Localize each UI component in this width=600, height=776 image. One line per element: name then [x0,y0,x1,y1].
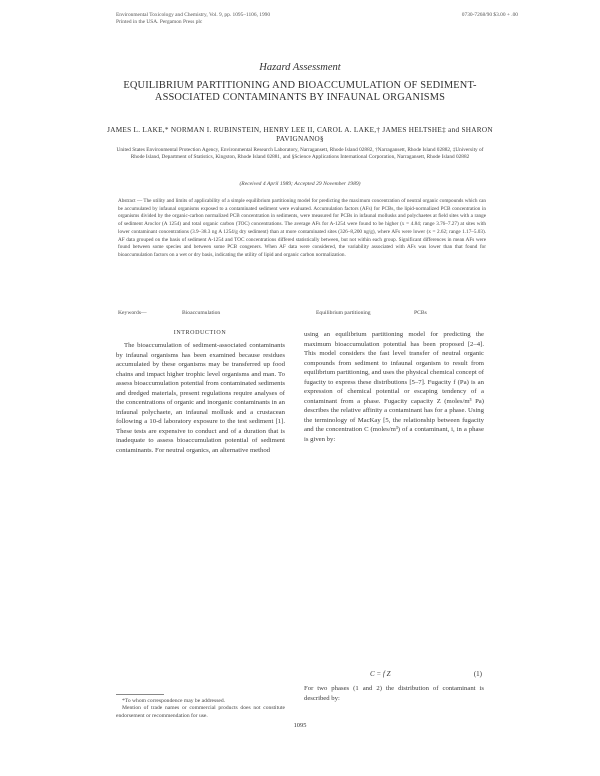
abstract-text: The utility and limits of applicability of a simple equilibrium partitioning model for predicting the maximum concentration of neutral organic compounds which can be accumulated by infaunal organisms exposed to a contaminated sediment were evaluated. Accumulation factors (AFs) for PCBs, the lipid-normalized PCB concentration in organisms divided by the organic-carbon normalized PCB concentration in sediments, were measured for PCBs in infaunal mollusks and polychaetes at field sites with a range of sediment Aroclor (A 1254) and total organic carbon (TOC) concentrations. The average AFs for A-1254 were found to be higher (x = 4.84; range 3.76–7.27) at sites with lower contaminant concentrations (3.9–38.3 ng A 1254/g dry sediment) than at more contaminated sites (326–8,200 ng/g), where AFs were lower (x = 2.62; range 1.17–5.03). AF data grouped on the basis of sediment A-1254 and TOC concentrations differed statistically between, but not within each group. Significant differences in mean AFs were found between some species and between some PCB congeners. When AF data were considered, the variability associated with AFs was lower than that found for bioaccumulation factors on a wet or dry basis, indicating the utility of lipid and organic carbon normalization. [118,198,487,258]
introduction-paragraph-right: using an equilibrium partitioning model for predicting the maximum bioaccumulation potential has been proposed [2–4]. This model considers the fast level transfer of neutral organic compounds from sediment to infaunal organism to result from equilibrium partitioning, and uses the physical chemical concept of fugacity to express these distributions [5–7]. Fugacity f (Pa) is an expression of chemical potential or escaping tendency of a contaminant from a phase. Fugacity capacity Z (moles/m³ Pa) describes the relative affinity a contaminant has for a phase. Using the terminology of MacKay [5, the relationship between fugacity and the concentration C (moles/m³) of a contaminant, i, in a phase is given by: [304,331,484,444]
footnote-rule [116,694,164,695]
introduction-paragraph-left: The bioaccumulation of sediment-associated contaminants by infaunal organisms has been examined because residues accumulated by these organisms may be transferred up food chains and impact higher trophic level organisms and man. To assess bioaccumulation potential from contaminated sediments and dredged materials, present regulations require analyses of the concentrations of organic and inorganic contaminants in an infaunal polychaete, an infaunal mollusk and a crustacean following a 10-d laboratory exposure to the test sediment [1]. These tests are expensive to conduct and of a duration that is inadequate to assess bioaccumulation potential of sediment contaminants. For neutral organics, an alternative method [116,342,285,455]
author-list: JAMES L. LAKE,* NORMAN I. RUBINSTEIN, HENRY LEE II, CAROL A. LAKE,† JAMES HELTSHE‡ and SHARON PAVIGNANO§ [107,126,493,144]
affiliations: United States Environmental Protection Agency, Environmental Research Laboratory, Narragansett, Rhode Island 02882, †Narragansett, Rhode Island 02882, ‡University of Rhode Island, Department of Statistics, Kingston, Rhode Island 02881, and §Science Applications International Corporation, Narragansett, Rhode Island 02882 [116,147,484,160]
journal-citation: Environmental Toxicology and Chemistry, Vol. 9, pp. 1095–1106, 1990 [116,12,271,18]
footnote-disclaimer: Mention of trade names or commercial products does not constitute endorsement or recommendation for use. [116,705,285,719]
keywords-label: Keywords— [118,310,147,316]
page-number: 1095 [293,722,307,729]
section-heading-introduction: INTRODUCTION [173,330,227,336]
journal-printed: Printed in the USA. Pergamon Press plc [116,19,203,25]
journal-header [116,12,270,26]
keyword: Bioaccumulation [182,310,221,316]
equation-body: C = f Z [370,670,391,678]
abstract-label: Abstract — [118,198,143,204]
equation-1 [304,670,484,680]
paper-title: EQUILIBRIUM PARTITIONING AND BIOACCUMULATION OF SEDIMENT-ASSOCIATED CONTAMINANTS BY INFAUNAL ORGANISMS [123,80,477,104]
footnote-correspondence: *To whom correspondence may be addressed. [122,698,226,704]
issn: 0730-7268/90 $3.00 + .00 [461,12,518,18]
keyword: PCBs [414,310,427,316]
equation-number: (1) [473,670,482,678]
abstract [118,198,486,260]
introduction-paragraph-right-continued: For two phases (1 and 2) the distribution of contaminant is described by: [304,685,484,702]
footnotes [116,698,285,720]
keywords [118,310,486,318]
keyword: Equilibrium partitioning [316,310,371,316]
received-dates: (Received 4 April 1989; Accepted 29 November 1989) [239,181,361,187]
section-title: Hazard Assessment [259,62,341,73]
